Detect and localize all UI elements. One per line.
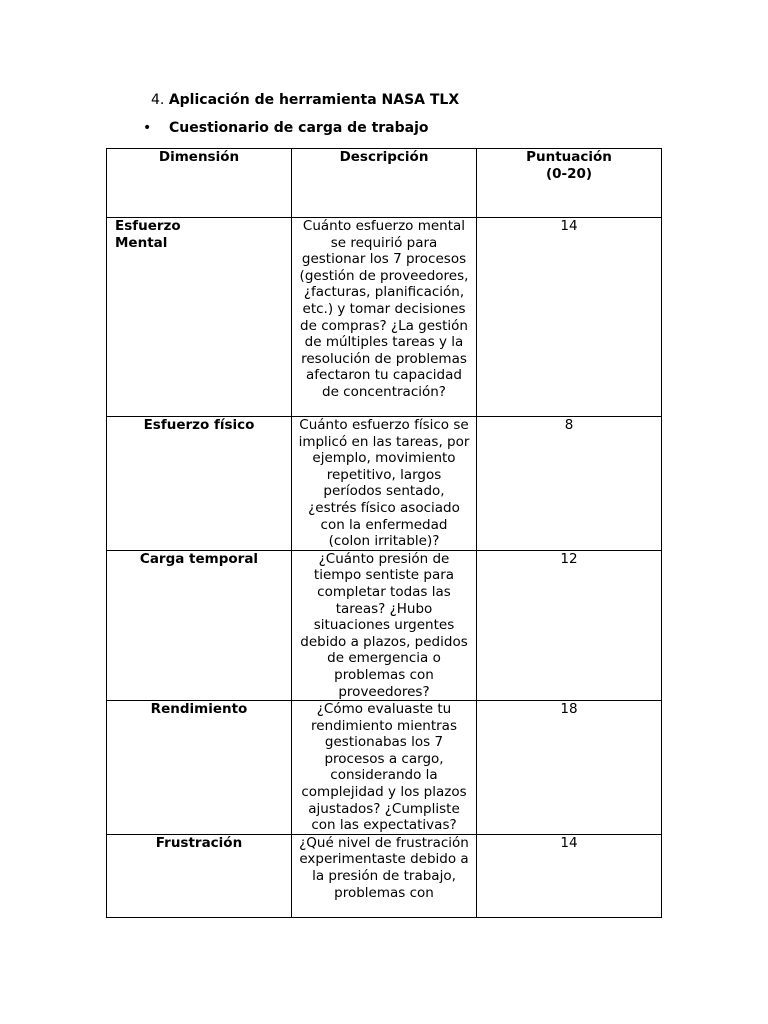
section-heading [151,90,459,110]
table-header-row [107,149,662,218]
section-number: 4. [151,92,165,108]
header-description: Descripción [292,149,477,218]
bullet-item [143,118,429,138]
dimension-cell: Carga temporal [107,550,292,700]
dimension-label-line2: Mental [115,234,168,251]
description-cell: Cuánto esfuerzo mental se requirió para gestionar los 7 procesos (gestión de proveedores, ¿facturas, planificación, etc.) y tomar decisiones de compras? ¿La gestión de múltiples tareas y la resolución de problemas afectaron tu capacidad de concentración? [292,218,477,417]
nasa-tlx-table [106,148,662,918]
bullet-icon: • [143,120,152,136]
score-cell: 18 [477,701,662,835]
description-cell: ¿Cuánto presión de tiempo sentiste para completar todas las tareas? ¿Hubo situaciones urgentes debido a plazos, pedidos de emergencia o problemas con proveedores? [292,550,477,700]
dimension-cell [107,218,292,417]
description-cell: Cuánto esfuerzo físico se implicó en las tareas, por ejemplo, movimiento repetitivo, largos períodos sentado, ¿estrés físico asociado con la enfermedad (colon irritable)? [292,417,477,551]
dimension-cell: Rendimiento [107,701,292,835]
score-cell: 8 [477,417,662,551]
description-cell: ¿Cómo evaluaste tu rendimiento mientras gestionabas los 7 procesos a cargo, considerando la complejidad y los plazos ajustados? ¿Cumpliste con las expectativas? [292,701,477,835]
dimension-cell: Esfuerzo físico [107,417,292,551]
header-dimension: Dimensión [107,149,292,218]
section-title: Aplicación de herramienta NASA TLX [168,92,460,108]
dimension-label-line1: Esfuerzo [115,218,181,234]
score-cell: 14 [477,218,662,417]
score-cell: 14 [477,834,662,917]
score-cell: 12 [477,550,662,700]
table-row [107,701,662,835]
dimension-cell: Frustración [107,834,292,917]
description-cell: ¿Qué nivel de frustración experimentaste debido a la presión de trabajo, problemas con [292,834,477,917]
header-score-range: (0-20) [545,165,593,182]
table-row [107,417,662,551]
header-score [477,149,662,218]
table-row [107,834,662,917]
table-row [107,550,662,700]
table-row [107,218,662,417]
header-score-label: Puntuación [526,149,612,165]
bullet-text: Cuestionario de carga de trabajo [169,120,429,136]
